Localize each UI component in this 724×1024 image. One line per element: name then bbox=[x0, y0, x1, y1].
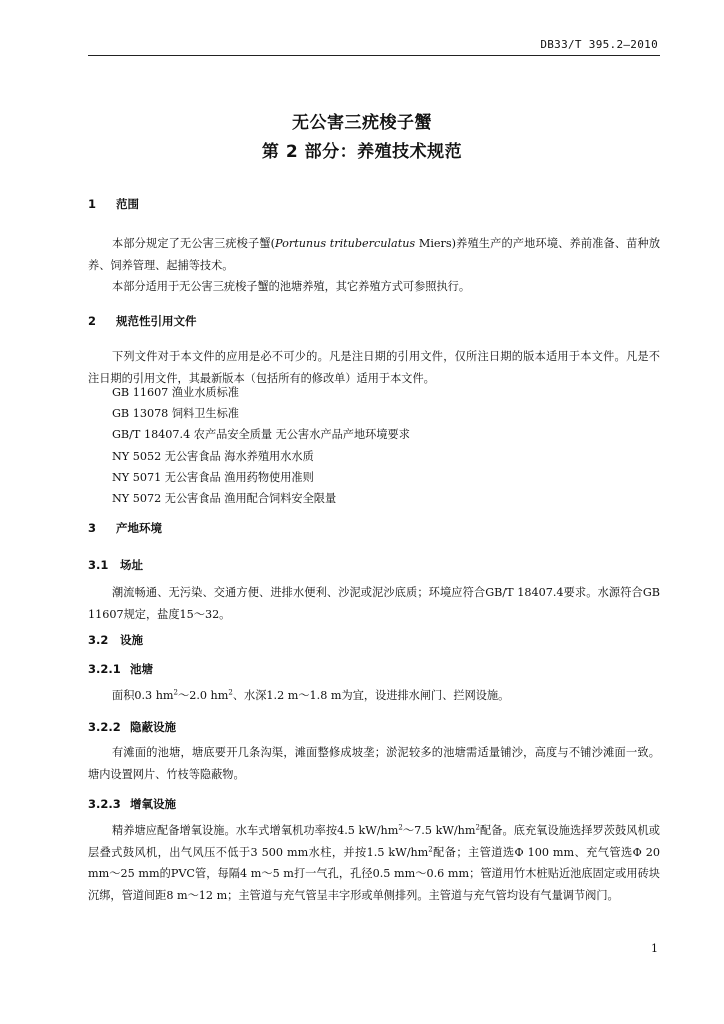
section-number: 3 bbox=[88, 521, 97, 535]
section-number: 3.1 bbox=[88, 558, 109, 572]
section-number: 1 bbox=[88, 197, 97, 211]
section-title: 规范性引用文件 bbox=[116, 314, 197, 328]
section-number: 3.2.2 bbox=[88, 720, 121, 734]
reference-item: GB 11607 渔业水质标准 bbox=[112, 386, 239, 399]
text-run: 、水深1.2 m～1.8 m为宜，设进排水闸门、拦网设施。 bbox=[232, 689, 510, 702]
reference-list bbox=[112, 382, 410, 509]
superscript: 2 bbox=[475, 823, 480, 832]
text-run: 配备；主管道选Φ 100 mm、充气管选Φ 20 mm～25 mm的PVC管，每隔4 m～5 m打一气孔，孔径0.5 mm～0.6 mm；管道用竹木桩贴近池底固定或用砖块沉绑，管道间距8 m～12 m；主管道与充气管呈丰字形或单侧排列。主管道与充气管均设有气量调节阀门。 bbox=[88, 845, 660, 902]
scope-applicability: 本部分适用于无公害三疣梭子蟹的池塘养殖，其它养殖方式可参照执行。 bbox=[112, 280, 471, 293]
section-title: 设施 bbox=[120, 633, 143, 647]
section-title: 产地环境 bbox=[116, 521, 162, 535]
text-run: 面积0.3 hm bbox=[112, 689, 174, 702]
superscript: 2 bbox=[398, 823, 403, 832]
shelter-paragraph: 有滩面的池塘，塘底要开几条沟渠，滩面整修成坡垄；淤泥较多的池塘需适量铺沙，高度与不铺沙滩面一致。塘内设置网片、竹枝等隐蔽物。 bbox=[88, 746, 660, 781]
reference-item: GB/T 18407.4 农产品安全质量 无公害水产品产地环境要求 bbox=[112, 428, 410, 442]
section-number: 2 bbox=[88, 314, 97, 328]
subsection-heading-3-2-2 bbox=[88, 719, 176, 735]
text-run: 精养塘应配备增氧设施。水车式增氧机功率按4.5 kW/hm bbox=[112, 824, 399, 837]
references-intro: 下列文件对于本文件的应用是必不可少的。凡是注日期的引用文件，仅所注日期的版本适用于本文件。凡是不注日期的引用文件，其最新版本（包括所有的修改单）适用于本文件。 bbox=[88, 350, 660, 385]
section-title: 隐蔽设施 bbox=[130, 720, 176, 734]
section-heading-3 bbox=[88, 520, 162, 536]
text-run: 配备。底充氧设施选择罗茨鼓风机或层叠式鼓风机，出气风压不低于3 500 mm水柱，并按1.5 kW/hm bbox=[88, 824, 660, 859]
section-number: 3.2.3 bbox=[88, 797, 121, 811]
text-run: 本部分规定了无公害三疣梭子蟹( bbox=[112, 237, 276, 250]
section-number: 3.2.1 bbox=[88, 662, 121, 676]
section-title: 增氧设施 bbox=[130, 797, 176, 811]
header-rule bbox=[88, 55, 660, 56]
superscript: 2 bbox=[228, 688, 233, 697]
section-title: 场址 bbox=[120, 558, 143, 572]
section-heading-1 bbox=[88, 196, 139, 212]
text-run: ～2.0 hm bbox=[178, 689, 229, 702]
document-subtitle: 第 2 部分：养殖技术规范 bbox=[261, 142, 463, 162]
document-title: 无公害三疣梭子蟹 bbox=[292, 113, 432, 133]
section-title: 池塘 bbox=[130, 662, 153, 676]
site-paragraph: 潮流畅通、无污染、交通方便、进排水便利、沙泥或泥沙底质；环境应符合GB/T 18407.4要求。水源符合GB 11607规定，盐度15～32。 bbox=[88, 586, 660, 621]
reference-item: GB 13078 饲料卫生标准 bbox=[112, 407, 239, 421]
section-number: 3.2 bbox=[88, 633, 109, 647]
section-heading-2 bbox=[88, 313, 197, 329]
scope-paragraph bbox=[88, 233, 660, 276]
superscript: 2 bbox=[428, 844, 433, 853]
text-run: ～7.5 kW/hm bbox=[402, 824, 476, 837]
pond-paragraph bbox=[88, 685, 660, 707]
standard-code: DB33/T 395.2—2010 bbox=[540, 38, 658, 51]
subsection-heading-3-1 bbox=[88, 557, 143, 573]
text-run: Miers)养殖生产的产地环境、养前准备、苗种放养、饲养管理、起捕等技术。 bbox=[88, 237, 661, 272]
aeration-paragraph bbox=[88, 820, 660, 906]
subsection-heading-3-2-3 bbox=[88, 796, 176, 812]
superscript: 2 bbox=[173, 688, 179, 697]
page-number: 1 bbox=[651, 942, 658, 955]
reference-item: NY 5072 无公害食品 渔用配合饲料安全限量 bbox=[112, 492, 337, 506]
subsection-heading-3-2 bbox=[88, 632, 143, 648]
reference-item: NY 5071 无公害食品 渔用药物使用准则 bbox=[112, 470, 314, 484]
subsection-heading-3-2-1 bbox=[88, 661, 153, 677]
latin-name: Portunus trituberculatus bbox=[275, 237, 416, 250]
section-title: 范围 bbox=[116, 197, 139, 211]
reference-item: NY 5052 无公害食品 海水养殖用水水质 bbox=[112, 449, 314, 463]
